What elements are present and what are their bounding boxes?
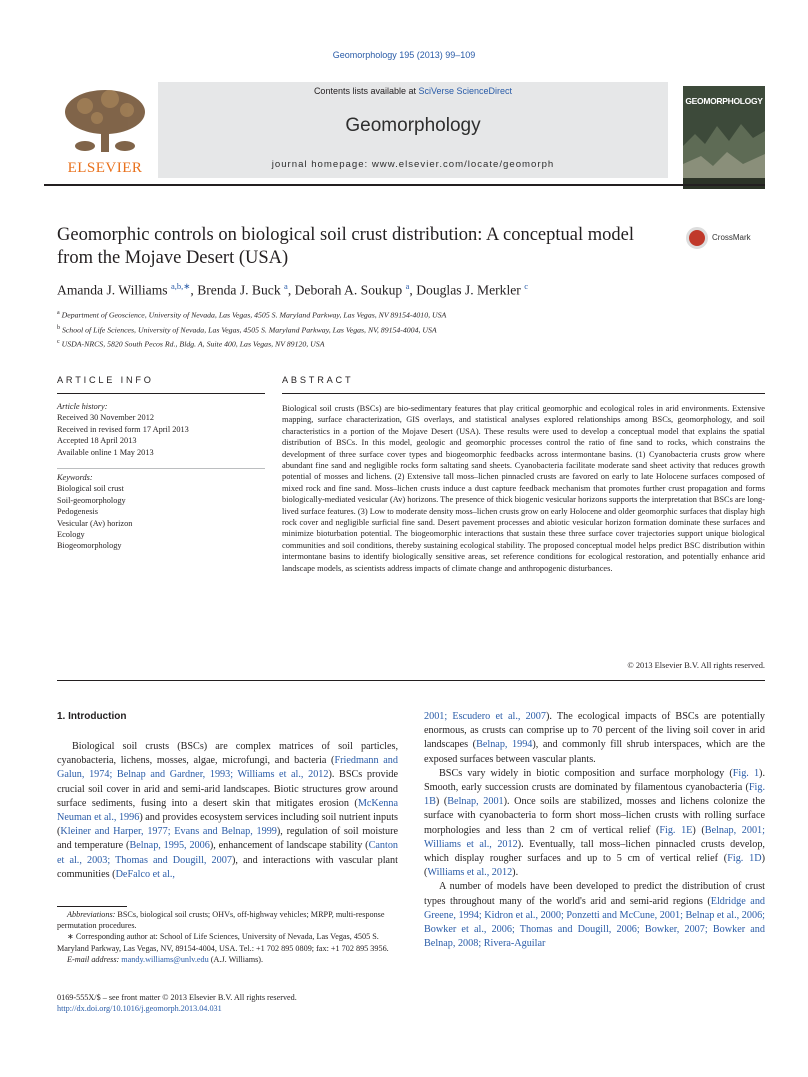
author-name[interactable]: , Brenda J. Buck [190,282,285,298]
journal-reference[interactable]: Geomorphology 195 (2013) 99–109 [332,50,476,60]
abstract-heading: ABSTRACT [282,375,354,385]
cover-landscape-icon [683,86,765,189]
text-run: ) ( [424,853,765,879]
citation-link[interactable]: McKenna Neuman et al., 1996 [57,797,398,824]
history-item: Available online 1 May 2013 [57,447,154,457]
history-item: Received in revised form 17 April 2013 [57,424,189,434]
text-run: ) ( [692,824,705,836]
text-run: ) ( [435,796,448,808]
keyword: Ecology [57,530,85,540]
affiliation-text: Department of Geoscience, University of Nevada, Las Vegas, 4505 S. Maryland Parkway, Las Vegas, NV 89154-4010, USA [59,310,447,320]
affiliation-marker: a [57,310,60,316]
author-list [57,281,757,299]
citation-link[interactable]: 2001; Escudero et al., 2007 [424,711,546,722]
citation-link[interactable]: Williams et al., 2012 [427,867,513,879]
history-item: Received 30 November 2012 [57,413,154,423]
body-column-right [424,710,765,951]
text-run: ). BSCs provide crucial soil cover in arid and semi-arid landscapes. Biotic structures grow around surface sediments, fusing into a desert skin that mitigates erosion ( [57,769,399,809]
text-run: BSCs vary widely in biotic composition and surface morphology ( [439,767,733,779]
affiliation-marker: b [57,324,60,331]
citation-link[interactable]: Belnap, 2001 [447,796,504,808]
email-label: E-mail address: [67,954,120,964]
sciencedirect-link[interactable]: SciVerse ScienceDirect [418,86,513,96]
paragraph [424,767,765,881]
citation-link[interactable]: Belnap, 1995, 2006 [129,840,210,852]
keyword: Vesicular (Av) horizon [57,518,133,528]
citation-link[interactable]: Fig. 1 [732,767,760,779]
keyword: Soil-geomorphology [57,495,126,505]
keywords [57,472,265,552]
cover-title: GEOMORPHOLOGY [685,96,763,106]
citation-link[interactable]: Belnap, 1994 [476,739,533,751]
text-run: ) and provides ecosystem services including soil nutrient inputs ( [57,812,398,838]
divider [57,680,765,681]
text-run: ), and interactions with vascular plant communities ( [57,854,398,880]
citation-link[interactable]: Belnap, 2001; Williams et al., 2012 [424,824,765,850]
author-affiliation-marker[interactable]: a [405,281,410,291]
issn-block [57,992,457,1014]
keyword: Biological soil crust [57,484,124,494]
journal-cover-image [683,86,765,189]
text-run: ). [512,867,519,879]
email-suffix: (A.J. Williams). [208,954,264,964]
history-item: Accepted 18 April 2013 [57,436,137,446]
article-info-heading: ARTICLE INFO [57,375,154,385]
citation-link[interactable]: Kleiner and Harper, 1977; Evans and Belnap, 1999 [60,826,277,838]
crossmark-label: CrossMark [712,233,751,242]
contents-prefix: Contents lists available at [313,86,419,96]
text-run: ), regulation of soil moisture and temperature ( [57,826,398,852]
doi-link[interactable]: http://dx.doi.org/10.1016/j.geomorph.2013.04.031 [57,1004,222,1014]
citation-link[interactable]: Eldridge and Greene, 1994; Kidron et al., 2000; Ponzetti and McCune, 2001; Belnap et al., 2006; Bowker et al., 2006; Thomas and Dougill, 2006; Bowker, 2007; Bowker and Belnap, 2008; Rivera-Aguilar [424,895,766,950]
citation-link[interactable]: Fig. 1D [727,853,762,865]
affiliation-marker: c [57,339,60,346]
affiliations [57,307,757,351]
author-affiliation-marker[interactable]: a,b,∗ [170,281,191,291]
text-run: ). Once soils are stabilized, mosses and lichens colonize the surface with cyanobacteria to form short moss–lichen crusts with rolling surface morphologies and less than 2 cm of vertical relief ( [424,796,765,836]
paragraph [424,880,765,951]
author-affiliation-marker[interactable]: c [524,281,528,291]
author-name[interactable]: , Douglas J. Merkler [409,282,525,298]
affiliation-text: USDA-NRCS, 5820 South Pecos Rd., Bldg. A, Suite 400, Las Vegas, NV 89120, USA [59,339,325,349]
citation-link[interactable]: DeFalco et al., [115,868,175,880]
affiliation [57,336,757,351]
affiliation [57,322,757,337]
journal-homepage[interactable]: journal homepage: www.elsevier.com/locate/geomorph [271,159,555,170]
paragraph [424,710,765,767]
text-run: ). Eventually, tall moss–lichen pinnacled crusts develop, which display rougher surfaces and up to 5 cm of vertical relief ( [424,838,765,865]
abbreviations-text: BSCs, biological soil crusts; OHVs, off-highway vehicles; MRPP, multi-response permutation procedures. [57,910,385,931]
issn-line: 0169-555X/$ – see front matter © 2013 Elsevier B.V. All rights reserved. [57,993,297,1002]
author-affiliation-marker[interactable]: a [284,281,288,291]
header-rule [44,184,765,186]
footnote-email [57,954,398,965]
keyword: Pedogenesis [57,507,99,517]
section-heading: 1. Introduction [57,711,127,722]
crossmark-icon [686,227,708,249]
citation-link[interactable]: Friedmann and Galun, 1974; Belnap and Gardner, 1993; Williams et al., 2012 [57,755,398,781]
footnotes [57,909,398,965]
contents-line [158,86,668,96]
divider [57,393,265,394]
crossmark-badge[interactable] [686,227,766,251]
keyword: Biogeomorphology [57,541,122,551]
article-history [57,401,265,458]
divider [282,393,765,394]
author-name[interactable]: , Deborah A. Soukup [287,282,406,298]
body-column-left [57,740,398,882]
text-run: ). The ecological impacts of BSCs are potentially enormous, as crusts can comprise up to 70 percent of the living soil cover in arid landscapes ( [424,711,765,751]
abstract-text: Biological soil crusts (BSCs) are bio-sedimentary features that play critical geomorphic and ecological roles in arid environments. Extensive mapping, surface characterization, GIS overlays, and statistical analyses explored relationships among BSCs, geomorphology, and soil characteristics in a portion of the Mojave Desert (USA). These results were used to develop a conceptual model that explains the spatial distribution of BSCs. In this model, geologic and geomorphic processes control the ratio of fine sand to rocks, which constrains the development of three surface cover types and biogeomorphic feedbacks across intermontane basins. (1) Cyanobacteria crusts grow where abundant fine sand and negligible rocks form saltating sand sheets. Cyanobacteria facilitate moderate sand sheet activity that reduces growth potential of mosses and lichens. (2) Extensive tall moss–lichen pinnacled crusts are favored on early to late Holocene surfaces composed of mixed rock and fine sand. Moss–lichen crusts induce a dust capture feedback mechanism that promotes further crust propagation and forms biologically-mediated vesicular (Av) horizons. The presence of thick biogenic vesicular horizons supports the interpretation that BSCs are long-lived surface features. (3) Low to moderate density moss–lichen crusts grow on early Holocene and older geomorphic surfaces that display high rock cover and negligible surficial fine sand. Desert pavement processes and abiotic vesicular horizon formation dominate these surfaces and minimize bioturbation potential. The biogeomorphic interactions that sustain these three surface cover trajectories support unique biological communities and soil conditions, thereby sustaining ecological stability. The proposed conceptual model helps predict BSC distribution within intermontane basins to identify biologically sensitive areas, set reference conditions for ecological restoration, and potentially enhance arid landscape models, as scientists address impacts of climate change and anthropogenic disturbances. [282,404,765,573]
abbreviations-label: Abbreviations: [67,910,116,919]
citation-link[interactable]: Canton et al., 2003; Thomas and Dougill, 2007 [57,840,399,866]
journal-name: Geomorphology [345,115,481,136]
elsevier-tree-icon [55,84,155,176]
copyright: © 2013 Elsevier B.V. All rights reserved. [627,661,765,670]
email-link[interactable]: mandy.williams@unlv.edu [121,954,209,964]
citation-link[interactable]: Fig. 1E [659,824,693,836]
affiliation-text: School of Life Sciences, University of Nevada, Las Vegas, 4505 S. Maryland Parkway, Las Vegas, NV, 89154-4004, USA [60,325,437,335]
divider [57,468,265,469]
citation-link[interactable]: Fig. 1B [424,782,765,808]
history-label: Article history: [57,402,108,411]
text-run: ), enhancement of landscape stability ( [209,840,369,852]
text-run: ), and commonly fill shrub interspaces, which are the exposed surfaces between vascular plants. [424,739,765,765]
text-run: ). Smooth, early succession crusts are dominated by filamentous cyanobacteria ( [424,767,765,794]
text-run: Biological soil crusts (BSCs) are complex matrices of soil particles, cyanobacteria, lichens, mosses, algae, microfungi, and bacteria ( [57,741,398,767]
elsevier-wordmark: ELSEVIER [67,160,143,176]
paragraph [57,740,398,882]
footnote-rule [57,906,127,907]
footnote-abbreviations [57,909,398,931]
footnote-corresponding: ∗ Corresponding author at: School of Life Sciences, University of Nevada, Las Vegas, 4505 S. Maryland Parkway, Las Vegas, NV, 89154-4004, USA. Tel.: +1 702 895 0809; fax: +1 702 895 3956. [57,932,389,953]
elsevier-logo [55,84,155,176]
article-title: Geomorphic controls on biological soil crust distribution: A conceptual model from the Mojave Desert (USA) [57,225,635,268]
affiliation [57,307,757,322]
keywords-label: Keywords: [57,473,93,482]
author-name[interactable]: Amanda J. Williams [57,282,171,298]
text-run: A number of models have been developed to predict the distribution of crust types throughout many of the world's arid and semi-arid regions ( [424,881,765,907]
